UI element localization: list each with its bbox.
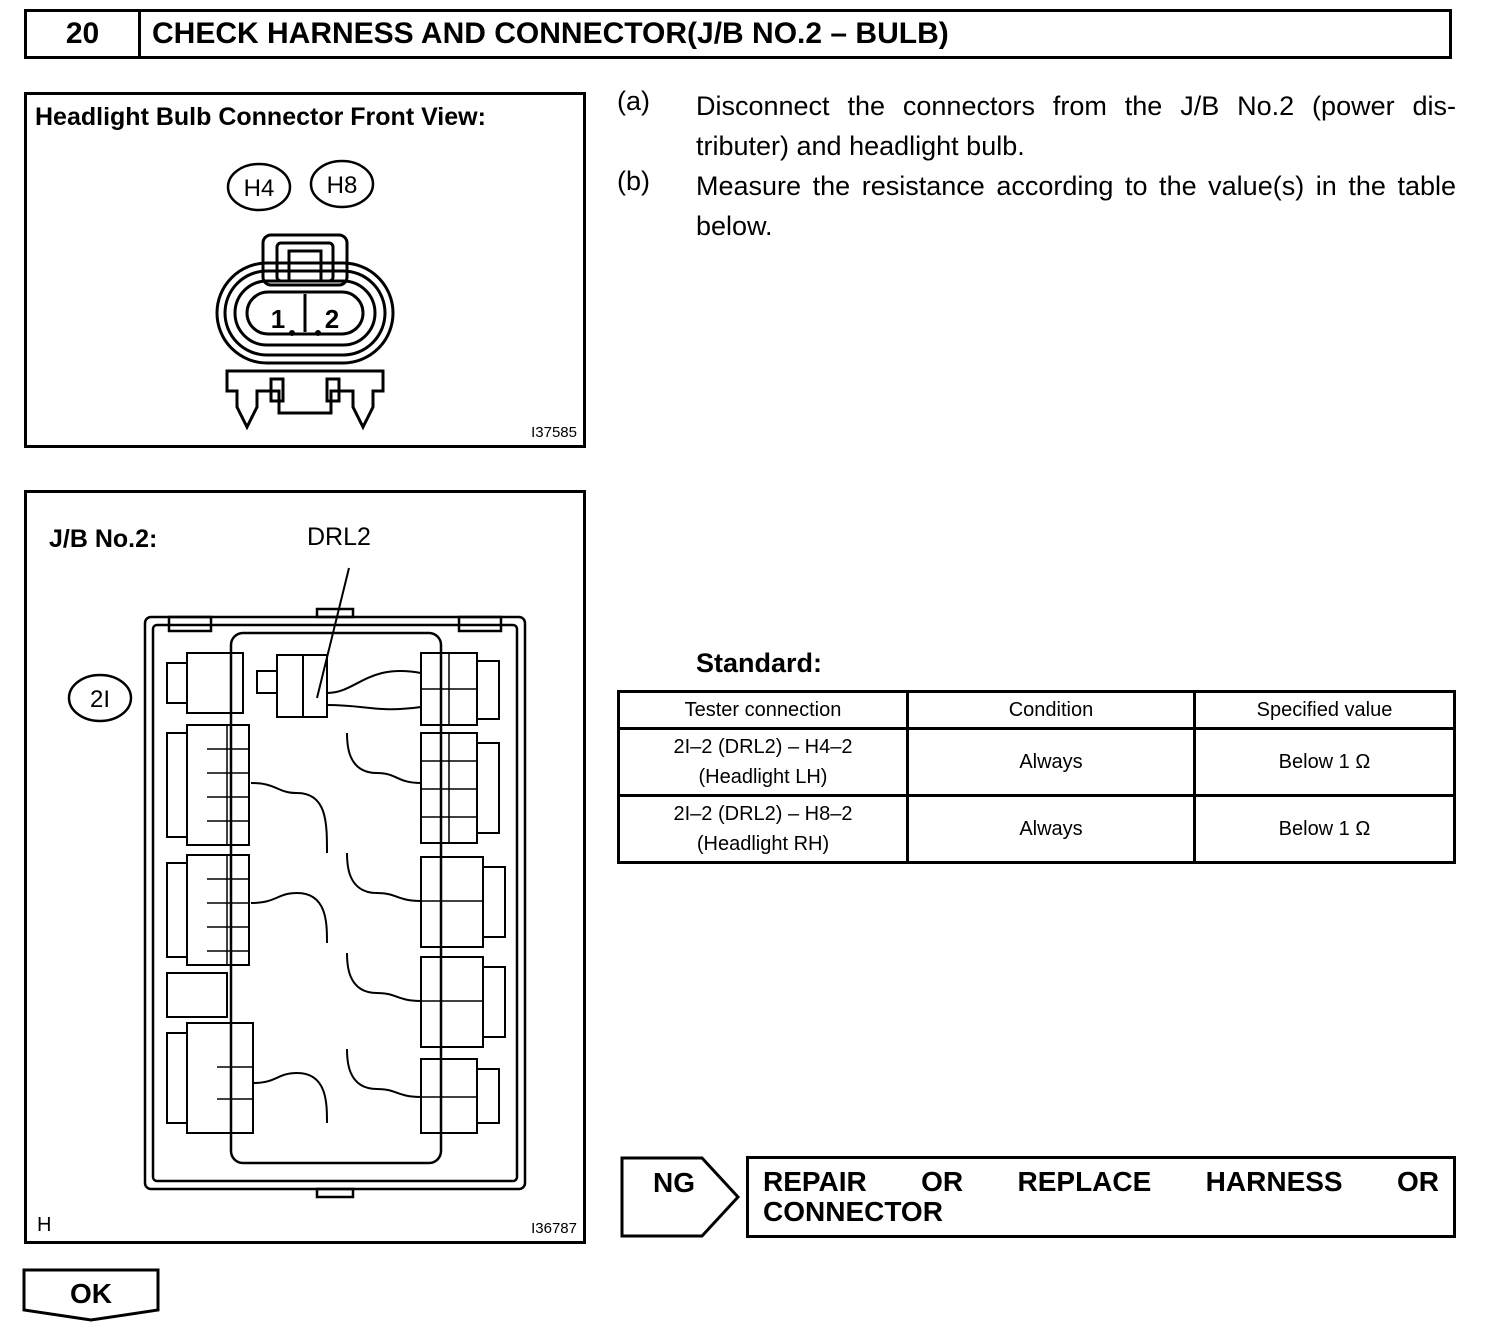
junction-block-drawing — [27, 493, 583, 1241]
badge-h4: H4 — [243, 175, 275, 202]
ok-label: OK — [70, 1278, 112, 1309]
pin-dot-2 — [315, 330, 321, 336]
pin-2-label: 2 — [324, 304, 340, 334]
tester-connection-location: (Headlight RH) — [696, 833, 830, 855]
junction-block-figure — [24, 490, 586, 1244]
specified-value-cell: Below 1 Ω — [1195, 796, 1455, 863]
step-b-label: (b) — [617, 166, 650, 196]
step-a-label: (a) — [617, 86, 650, 116]
tester-connection-terminals: 2I–2 (DRL2) – H8–2 — [673, 803, 853, 825]
right-connectors — [421, 653, 505, 1133]
step-title: CHECK HARNESS AND CONNECTOR(J/B NO.2 – BULB) — [152, 17, 949, 50]
table-row — [619, 729, 1455, 796]
condition-cell: Always — [908, 729, 1195, 796]
bulb-connector-figure — [24, 92, 586, 448]
ng-action-box — [746, 1156, 1456, 1238]
table-header-row — [619, 692, 1455, 729]
table-row — [619, 796, 1455, 863]
drl2-callout-label: DRL2 — [307, 523, 371, 551]
pin-1-label: 1 — [270, 304, 286, 334]
ok-arrow — [22, 1268, 162, 1324]
figure-code: I37585 — [531, 424, 577, 441]
step-header — [24, 9, 1452, 59]
ng-action-text: REPAIR OR REPLACE HARNESS OR CONNECTOR — [763, 1166, 1439, 1227]
ng-arrow — [620, 1156, 742, 1240]
tester-connection-location: (Headlight LH) — [698, 766, 828, 788]
step-b-text: Measure the resistance according to the value(s) in the table below. — [696, 171, 1456, 241]
block-outline — [145, 609, 525, 1197]
specification-table — [617, 690, 1456, 864]
bulb-connector-drawing — [27, 95, 583, 445]
right-connector-pins — [421, 653, 483, 1097]
junction-block-figure-title: J/B No.2: — [49, 525, 158, 553]
step-number: 20 — [27, 12, 141, 56]
pin-dot-1 — [289, 330, 295, 336]
drl2-connector — [257, 655, 327, 717]
tester-connection-cell — [619, 796, 908, 863]
badge-2i: 2I — [89, 686, 111, 713]
header-specified-value: Specified value — [1195, 692, 1455, 729]
header-condition: Condition — [908, 692, 1195, 729]
specified-value-cell: Below 1 Ω — [1195, 729, 1455, 796]
standard-label: Standard: — [696, 648, 823, 678]
figure-code: I36787 — [531, 1220, 577, 1237]
tester-connection-terminals: 2I–2 (DRL2) – H4–2 — [673, 736, 853, 758]
step-a-text: Disconnect the connectors from the J/B No.2 (power dis-tributer) and headlight bulb. — [696, 91, 1456, 161]
header-tester-connection: Tester connection — [619, 692, 908, 729]
bulb-connector-figure-title: Headlight Bulb Connector Front View: — [35, 103, 486, 131]
ng-label: NG — [653, 1167, 695, 1198]
figure-corner-letter: H — [37, 1214, 52, 1236]
wire-bundles — [251, 671, 421, 1123]
badge-h8: H8 — [326, 172, 358, 199]
connector-body — [217, 235, 393, 427]
tester-connection-cell — [619, 729, 908, 796]
condition-cell: Always — [908, 796, 1195, 863]
left-connectors — [167, 653, 253, 1133]
